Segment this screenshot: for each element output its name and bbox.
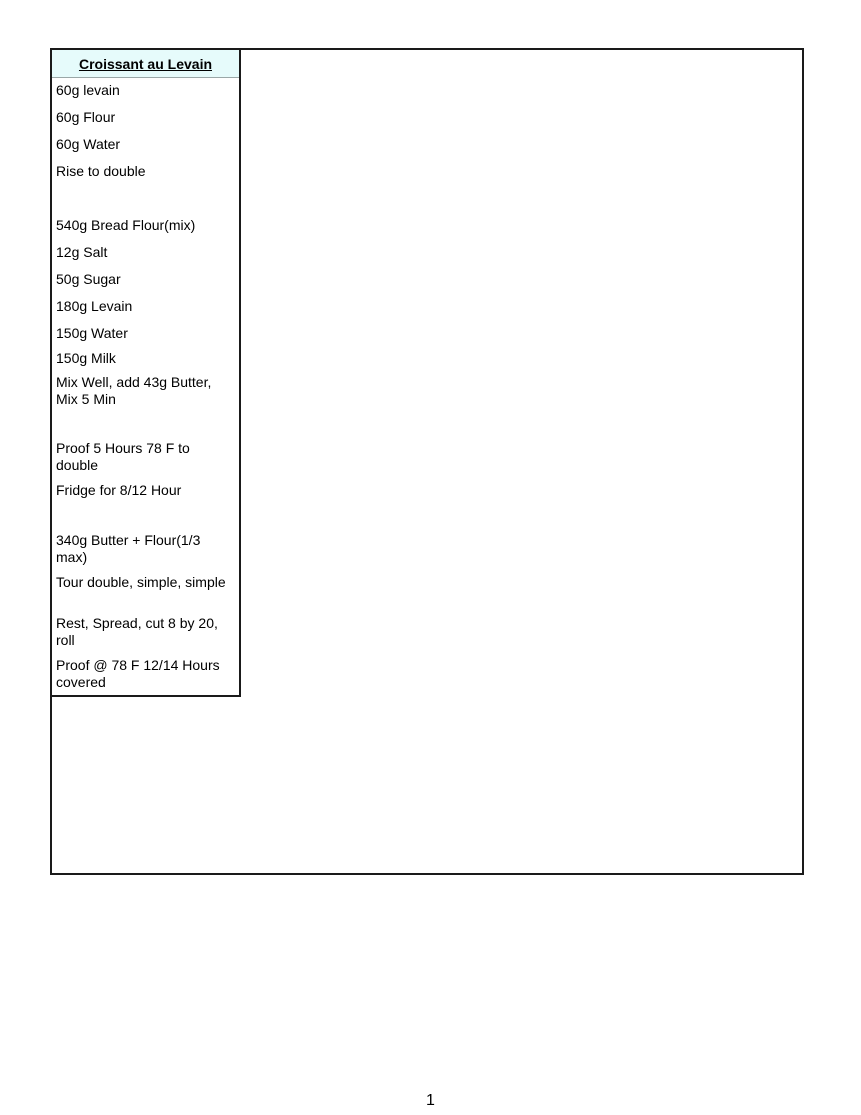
recipe-table <box>52 50 241 697</box>
recipe-step: 60g levain <box>56 82 120 98</box>
recipe-step: 60g Water <box>56 136 121 152</box>
page-frame <box>50 48 804 875</box>
recipe-step: Rest, Spread, cut 8 by 20, roll <box>56 615 218 648</box>
recipe-step: Rise to double <box>56 163 146 179</box>
recipe-step-blank <box>52 503 239 528</box>
recipe-step: 60g Flour <box>56 109 116 125</box>
recipe-step: 150g Water <box>56 325 128 341</box>
recipe-step: 180g Levain <box>56 298 133 314</box>
recipe-step: 150g Milk <box>56 350 116 366</box>
recipe-step-blank <box>52 186 239 213</box>
recipe-step: 540g Bread Flour(mix) <box>56 217 196 233</box>
recipe-step-blank <box>52 412 239 436</box>
recipe-step: 50g Sugar <box>56 271 121 287</box>
page-number: 1 <box>426 1092 435 1109</box>
recipe-step: Tour double, simple, simple <box>56 574 226 590</box>
recipe-step: 340g Butter + Flour(1/3 max) <box>56 532 201 565</box>
recipe-step: Proof @ 78 F 12/14 Hours covered <box>56 657 220 690</box>
recipe-step: Mix Well, add 43g Butter, Mix 5 Min <box>56 374 212 407</box>
recipe-step: Proof 5 Hours 78 F to double <box>56 440 190 473</box>
recipe-step: 12g Salt <box>56 244 108 260</box>
recipe-step: Fridge for 8/12 Hour <box>56 482 182 498</box>
recipe-title: Croissant au Levain <box>52 50 239 78</box>
